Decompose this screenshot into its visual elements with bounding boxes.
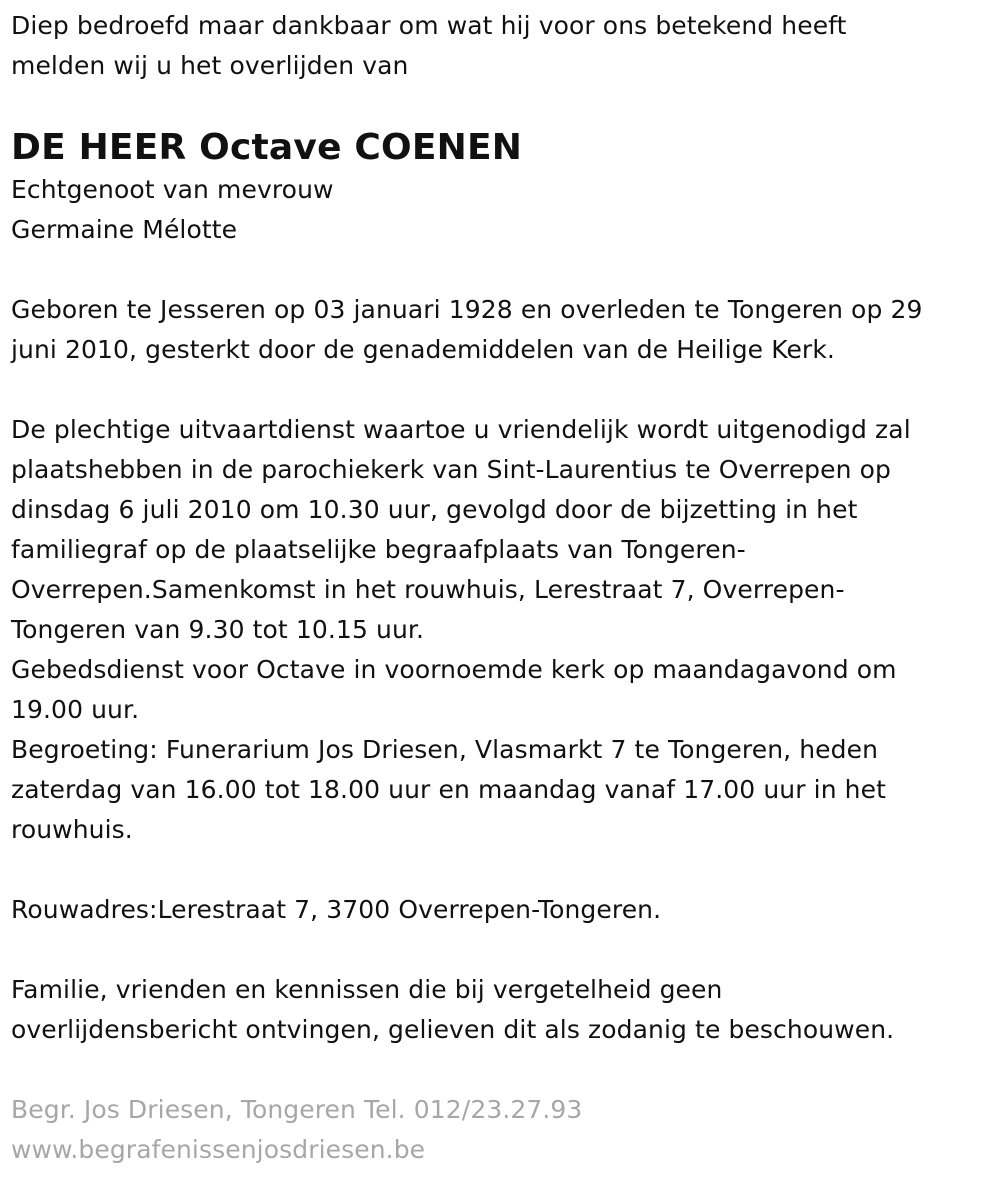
website-link[interactable]: www.begrafenissenjosdriesen.be xyxy=(11,1135,426,1164)
service-line: Tongeren van 9.30 tot 10.15 uur. xyxy=(11,615,425,644)
footer-block xyxy=(11,1090,1000,1170)
service-line: zaterdag van 16.00 tot 18.00 uur en maandag vanaf 17.00 uur in het xyxy=(11,775,887,804)
mourning-address: Rouwadres:Lerestraat 7, 3700 Overrepen-Tongeren. xyxy=(11,895,662,924)
birth-death-line-1: Geboren te Jesseren op 03 januari 1928 en overleden te Tongeren op 29 xyxy=(11,295,923,324)
spouse-line-2: Germaine Mélotte xyxy=(11,215,238,244)
service-line: familiegraf op de plaatselijke begraafplaats van Tongeren- xyxy=(11,535,746,564)
intro-block xyxy=(11,6,1000,86)
service-line: 19.00 uur. xyxy=(11,695,140,724)
spouse-line-1: Echtgenoot van mevrouw xyxy=(11,175,334,204)
intro-line-2: melden wij u het overlijden van xyxy=(11,51,409,80)
deceased-name: DE HEER Octave COENEN xyxy=(11,127,523,168)
spouse-block xyxy=(11,170,1000,250)
service-block xyxy=(11,410,1000,850)
birth-death-block xyxy=(11,290,1000,370)
notice-line-1: Familie, vrienden en kennissen die bij vergetelheid geen xyxy=(11,975,723,1004)
service-line: Gebedsdienst voor Octave in voornoemde kerk op maandagavond om xyxy=(11,655,897,684)
intro-line-1: Diep bedroefd maar dankbaar om wat hij voor ons betekend heeft xyxy=(11,11,847,40)
funeral-home-info: Begr. Jos Driesen, Tongeren Tel. 012/23.27.93 xyxy=(11,1095,583,1124)
service-line: Overrepen.Samenkomst in het rouwhuis, Lerestraat 7, Overrepen- xyxy=(11,575,845,604)
service-line: plaatshebben in de parochiekerk van Sint-Laurentius te Overrepen op xyxy=(11,455,891,484)
service-line: Begroeting: Funerarium Jos Driesen, Vlasmarkt 7 te Tongeren, heden xyxy=(11,735,879,764)
service-line: rouwhuis. xyxy=(11,815,133,844)
notice-block xyxy=(11,970,1000,1050)
notice-line-2: overlijdensbericht ontvingen, gelieven dit als zodanig te beschouwen. xyxy=(11,1015,895,1044)
service-line: dinsdag 6 juli 2010 om 10.30 uur, gevolgd door de bijzetting in het xyxy=(11,495,858,524)
service-line: De plechtige uitvaartdienst waartoe u vriendelijk wordt uitgenodigd zal xyxy=(11,415,911,444)
birth-death-line-2: juni 2010, gesterkt door de genademiddelen van de Heilige Kerk. xyxy=(11,335,835,364)
